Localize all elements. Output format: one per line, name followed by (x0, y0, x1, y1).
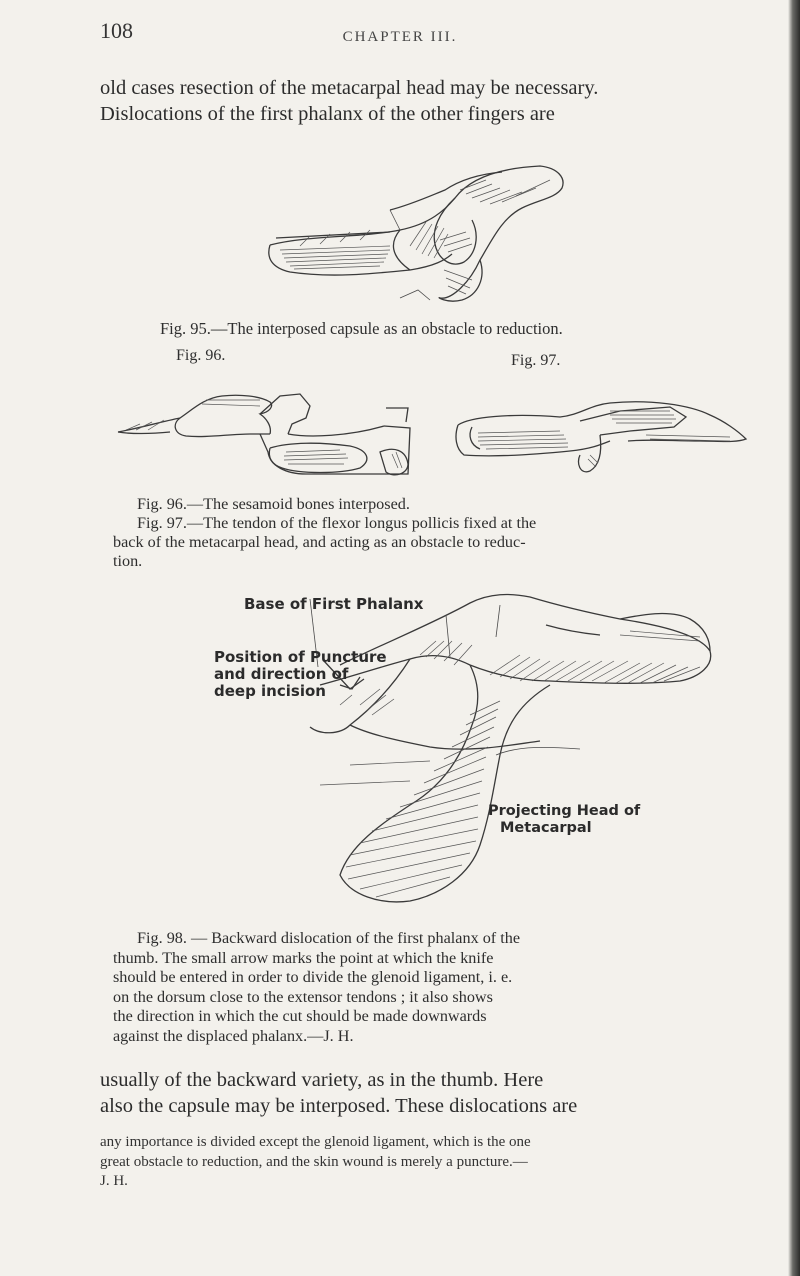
fig97-label: Fig. 97. (511, 352, 561, 369)
fig98-label-line: Projecting Head of (488, 803, 641, 819)
fig98-caption-line: should be entered in order to divide the glenoid ligament, i. e. (113, 968, 513, 986)
body-paragraph-top (100, 75, 762, 127)
fig95-caption: Fig. 95.—The interposed capsule as an obstacle to reduction. (160, 319, 563, 338)
fig96-illustration (110, 388, 430, 483)
fig96-label: Fig. 96. (176, 347, 226, 364)
fig98-caption-line: on the dorsum close to the extensor tendons ; it also shows (113, 987, 493, 1006)
fig98-label-line: Metacarpal (500, 820, 592, 836)
body-line: usually of the backward variety, as in the thumb. Here (100, 1069, 544, 1091)
fig97-caption-line: back of the metacarpal head, and acting as an obstacle to reduc- (113, 533, 526, 551)
fig98-label-base: Base of First Phalanx (244, 595, 424, 613)
footnote-line: great obstacle to reduction, and the skin wound is merely a puncture.— (100, 1153, 528, 1170)
footnote-line: J. H. (100, 1173, 128, 1189)
body-line: also the capsule may be interposed. These dislocations are (100, 1095, 578, 1117)
fig97-caption-line: tion. (113, 552, 143, 570)
fig96-caption: Fig. 96.—The sesamoid bones interposed. (137, 495, 410, 513)
fig97-caption-line: Fig. 97.—The tendon of the flexor longus pollicis fixed at the (137, 514, 537, 532)
footnote-line: any importance is divided except the glenoid ligament, which is the one (100, 1134, 531, 1150)
page-edge-shadow (788, 0, 800, 1276)
fig97-illustration (450, 395, 750, 480)
running-head: CHAPTER III. (342, 29, 458, 45)
fig98-caption-line: Fig. 98. — Backward dislocation of the first phalanx of the (137, 929, 521, 947)
fig98-label-line: Position of Puncture (214, 648, 387, 666)
fig98-caption-line: the direction in which the cut should be made downwards (113, 1007, 487, 1025)
fig98-label-line: and direction of (214, 665, 349, 683)
fig98-label-position (214, 649, 387, 700)
fig98-caption (113, 929, 763, 1046)
fig98-caption-line: against the displaced phalanx.—J. H. (113, 1026, 354, 1045)
body-line: old cases resection of the metacarpal head may be necessary. (100, 77, 599, 99)
fig95-illustration (240, 150, 570, 305)
body-paragraph-bottom (100, 1067, 762, 1119)
fig98-label-line: deep incision (214, 682, 326, 700)
footnote (100, 1133, 760, 1192)
body-line: Dislocations of the first phalanx of the other fingers are (100, 103, 555, 125)
fig98-caption-line: thumb. The small arrow marks the point at which the knife (113, 948, 494, 967)
fig97-caption (113, 514, 763, 571)
fig98-illustration (200, 585, 720, 915)
page-number: 108 (100, 18, 133, 43)
fig98-label-head (488, 803, 640, 837)
